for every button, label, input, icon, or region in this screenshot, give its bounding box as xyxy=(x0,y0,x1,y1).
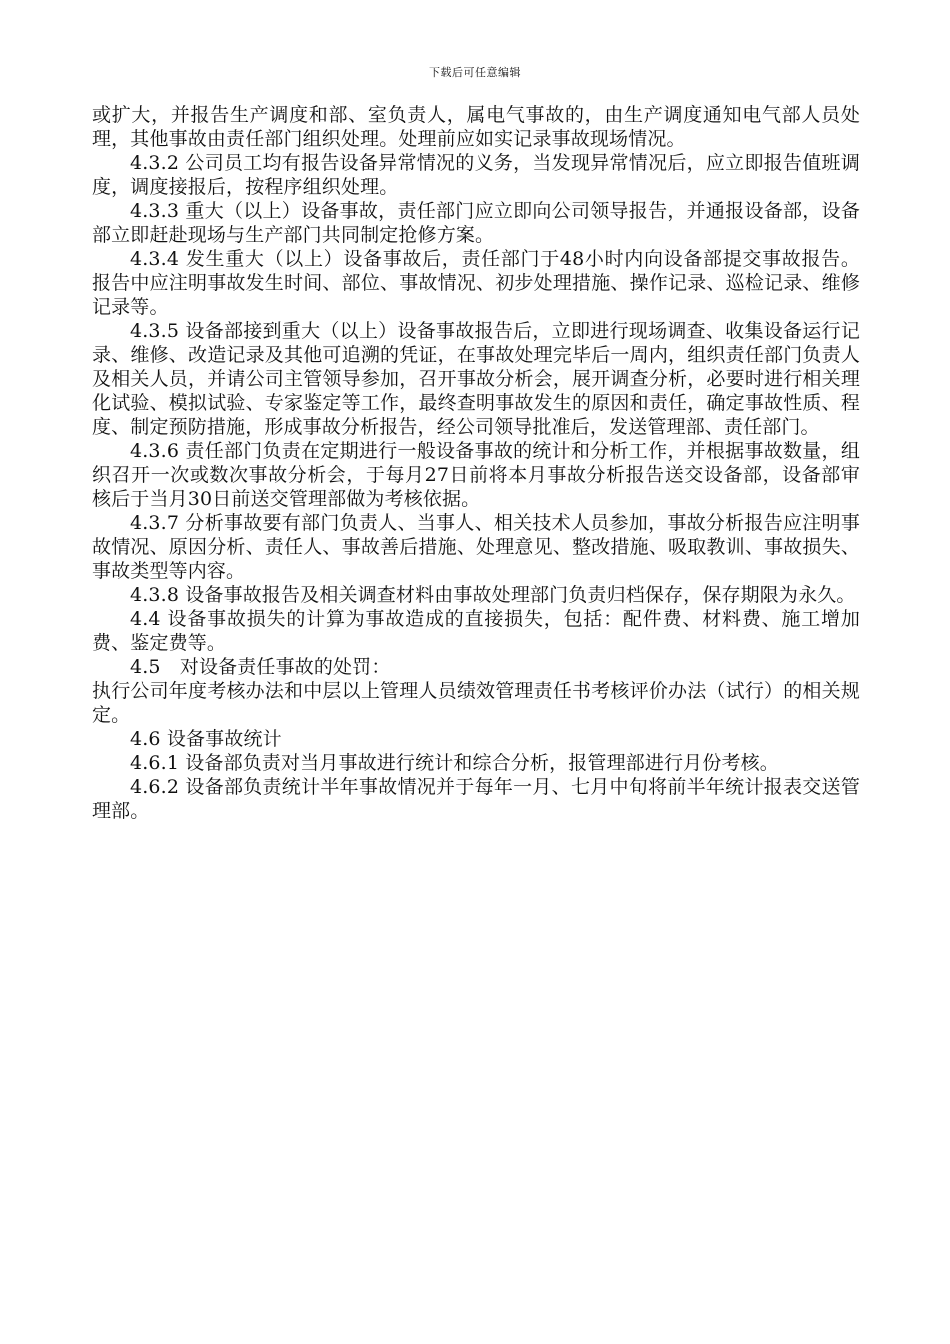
document-body xyxy=(92,103,860,823)
paragraph-4-6-heading: 4.6 设备事故统计 xyxy=(130,728,282,750)
paragraph-continuation: 或扩大，并报告生产调度和部、室负责人，属电气事故的，由生产调度通知电气部人员处理，其他事故由责任部门组织处理。处理前应如实记录事故现场情况。 xyxy=(92,104,860,150)
page-header: 下载后可任意编辑 xyxy=(429,66,521,79)
paragraph-4-4: 4.4 设备事故损失的计算为事故造成的直接损失，包括：配件费、材料费、施工增加费、鉴定费等。 xyxy=(92,608,860,654)
paragraph-4-3-8: 4.3.8 设备事故报告及相关调查材料由事故处理部门负责归档保存，保存期限为永久。 xyxy=(130,584,856,606)
paragraph-4-6-1: 4.6.1 设备部负责对当月事故进行统计和综合分析，报管理部进行月份考核。 xyxy=(130,752,779,774)
paragraph-4-5-body: 执行公司年度考核办法和中层以上管理人员绩效管理责任书考核评价办法（试行）的相关规定。 xyxy=(92,680,860,726)
paragraph-4-3-4: 4.3.4 发生重大（以上）设备事故后，责任部门于48小时内向设备部提交事故报告。报告中应注明事故发生时间、部位、事故情况、初步处理措施、操作记录、巡检记录、维修记录等。 xyxy=(92,248,860,318)
paragraph-4-3-7: 4.3.7 分析事故要有部门负责人、当事人、相关技术人员参加，事故分析报告应注明事故情况、原因分析、责任人、事故善后措施、处理意见、整改措施、吸取教训、事故损失、事故类型等内容。 xyxy=(92,512,860,582)
paragraph-4-3-6: 4.3.6 责任部门负责在定期进行一般设备事故的统计和分析工作，并根据事故数量，组织召开一次或数次事故分析会，于每月27日前将本月事故分析报告送交设备部，设备部审核后于当月30日前送交管理部做为考核依据。 xyxy=(92,440,860,510)
paragraph-4-6-2: 4.6.2 设备部负责统计半年事故情况并于每年一月、七月中旬将前半年统计报表交送管理部。 xyxy=(92,776,860,822)
paragraph-4-3-5: 4.3.5 设备部接到重大（以上）设备事故报告后，立即进行现场调查、收集设备运行记录、维修、改造记录及其他可追溯的凭证，在事故处理完毕后一周内，组织责任部门负责人及相关人员，并请公司主管领导参加，召开事故分析会，展开调查分析，必要时进行相关理化试验、模拟试验、专家鉴定等工作，最终查明事故发生的原因和责任，确定事故性质、程度、制定预防措施，形成事故分析报告，经公司领导批准后，发送管理部、责任部门。 xyxy=(92,320,860,438)
paragraph-4-3-2: 4.3.2 公司员工均有报告设备异常情况的义务，当发现异常情况后，应立即报告值班调度，调度接报后，按程序组织处理。 xyxy=(92,152,860,198)
paragraph-4-5-heading: 4.5 对设备责任事故的处罚： xyxy=(130,656,391,678)
paragraph-4-3-3: 4.3.3 重大（以上）设备事故，责任部门应立即向公司领导报告，并通报设备部，设备部立即赶赴现场与生产部门共同制定抢修方案。 xyxy=(92,200,860,246)
